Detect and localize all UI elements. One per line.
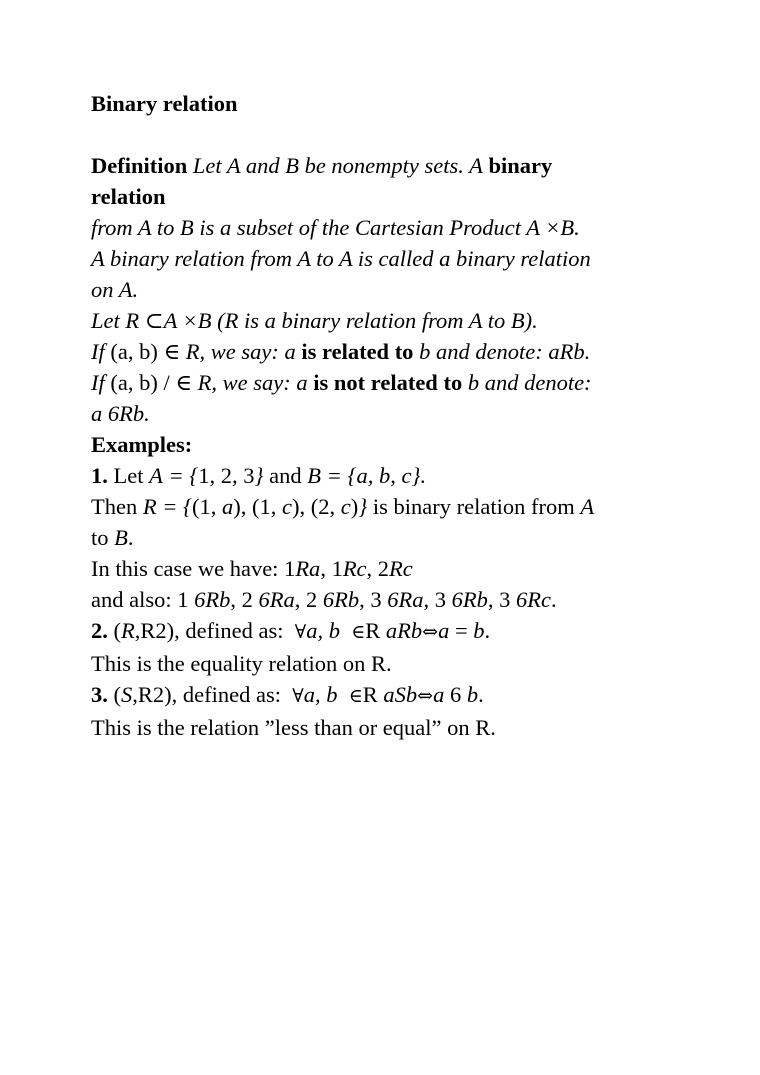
text-fragment: (1, — [192, 494, 217, 519]
example-1-line-5 — [91, 584, 691, 615]
definition-term: binary — [488, 153, 553, 178]
text-fragment: A — [580, 494, 595, 519]
element-of-symbol: ∈ — [351, 621, 366, 643]
example-number: 1. — [91, 463, 108, 488]
definition-line-9: a 6Rb. — [91, 401, 150, 426]
example-3-line-1 — [91, 679, 691, 712]
text-fragment: Then — [91, 494, 138, 519]
text-fragment: R — [142, 494, 157, 519]
definition-label: Definition — [91, 153, 188, 178]
example-2-description: This is the equality relation on R. — [91, 651, 392, 676]
text-fragment: ), (1, — [233, 494, 277, 519]
forall-symbol: ∀ — [292, 685, 304, 707]
document-title: Binary relation — [91, 91, 238, 116]
text-fragment: , 3 — [359, 587, 382, 612]
example-number: 3. — [91, 682, 108, 707]
text-fragment: 6Rb — [322, 587, 360, 612]
text-fragment: 6Rb — [194, 587, 231, 612]
iff-symbol: ⇔ — [422, 621, 439, 643]
text-fragment: 6Ra — [387, 587, 424, 612]
text-fragment: . — [478, 682, 484, 707]
text-fragment: 6Rc — [515, 587, 551, 612]
text-fragment: a, b — [303, 682, 338, 707]
definition-text: Let A and B be nonempty sets. A — [192, 153, 483, 178]
text-fragment: = { — [162, 494, 193, 519]
text-fragment: R — [365, 618, 381, 643]
text-fragment: S — [121, 682, 133, 707]
text-fragment: ), (2, — [292, 494, 336, 519]
text-fragment: ,R2), defined as: — [132, 682, 281, 707]
text-fragment: , 2 — [230, 587, 253, 612]
iff-symbol: ⇔ — [417, 685, 434, 707]
example-2-line-1 — [91, 615, 691, 648]
text-fragment: ( — [113, 618, 121, 643]
text-fragment: b — [473, 618, 485, 643]
text-fragment: , 2 — [366, 556, 390, 581]
text-fragment: aRb — [385, 618, 423, 643]
text-fragment: c — [340, 494, 351, 519]
text-fragment: . — [127, 525, 134, 550]
not-related-to-term: is not related to — [313, 370, 463, 395]
text-fragment: = { — [168, 463, 199, 488]
definition-line-2: relation — [91, 184, 166, 209]
element-of-symbol: ∈ — [348, 685, 363, 707]
text-fragment: b — [466, 682, 479, 707]
text-fragment: B — [307, 463, 322, 488]
definition-line-8 — [91, 367, 691, 398]
text-fragment: (a, b) — [110, 339, 158, 364]
text-fragment: is binary relation from — [372, 494, 575, 519]
text-fragment: a — [222, 494, 234, 519]
text-fragment: . — [550, 587, 557, 612]
text-fragment: a — [438, 618, 450, 643]
example-1-line-4 — [91, 553, 691, 584]
text-fragment: If — [91, 370, 105, 395]
text-fragment: R — [121, 618, 135, 643]
text-fragment: 1, 2, 3 — [198, 463, 255, 488]
text-fragment: ,R2), defined as: — [134, 618, 284, 643]
text-fragment: = {a, b, c}. — [326, 463, 427, 488]
text-fragment: ( — [113, 682, 121, 707]
definition-line-7 — [91, 336, 691, 367]
text-fragment: , 2 — [294, 587, 318, 612]
text-fragment: to — [91, 525, 109, 550]
definition-line-3: from A to B is a subset of the Cartesian Product A ×B. — [91, 215, 580, 240]
text-fragment: and also: 1 — [91, 587, 189, 612]
example-1-line-2 — [91, 491, 691, 522]
text-fragment: } — [358, 494, 368, 519]
text-fragment: 6Rb — [451, 587, 488, 612]
text-fragment: = — [454, 618, 468, 643]
text-fragment: 6 — [449, 682, 462, 707]
example-3-description: This is the relation ”less than or equal” on R. — [91, 715, 496, 740]
text-fragment: , 3 — [487, 587, 511, 612]
text-fragment: , 1 — [320, 556, 343, 581]
spacer — [91, 119, 691, 150]
example-1-line-1 — [91, 460, 691, 491]
text-fragment: (a, b) / — [110, 370, 170, 395]
text-fragment: ) — [350, 494, 359, 519]
text-fragment: . — [484, 618, 491, 643]
text-fragment: aSb — [383, 682, 418, 707]
text-fragment: , 3 — [423, 587, 446, 612]
text-fragment: ∈ R, we say: a — [163, 339, 296, 364]
document-page — [91, 88, 691, 743]
related-to-term: is related to — [301, 339, 414, 364]
definition-line-5: on A. — [91, 277, 139, 302]
text-fragment: a, b — [306, 618, 340, 643]
text-fragment: and — [269, 463, 302, 488]
text-fragment: Let — [113, 463, 144, 488]
text-fragment: R — [362, 682, 378, 707]
forall-symbol: ∀ — [294, 621, 307, 643]
text-fragment: 6Ra — [258, 587, 295, 612]
text-fragment: In this case we have: 1 — [91, 556, 296, 581]
text-fragment: } — [254, 463, 264, 488]
example-1-line-3 — [91, 522, 691, 553]
text-fragment: Ra — [295, 556, 321, 581]
text-fragment: A — [149, 463, 163, 488]
text-fragment: b and denote: — [467, 370, 592, 395]
text-fragment: Rc — [342, 556, 367, 581]
examples-heading: Examples: — [91, 432, 193, 457]
example-number: 2. — [91, 618, 108, 643]
text-fragment: If — [91, 339, 105, 364]
definition-line-4: A binary relation from A to A is called a binary relation — [91, 246, 591, 271]
definition-line-1 — [91, 150, 691, 181]
text-fragment: a — [433, 682, 445, 707]
text-fragment: B — [114, 525, 128, 550]
text-fragment: c — [282, 494, 293, 519]
text-fragment: ∈ R, we say: a — [175, 370, 308, 395]
text-fragment: b and denote: aRb. — [419, 339, 591, 364]
definition-line-6: Let R ⊂A ×B (R is a binary relation from A to B). — [91, 308, 538, 333]
text-fragment: Rc — [389, 556, 413, 581]
